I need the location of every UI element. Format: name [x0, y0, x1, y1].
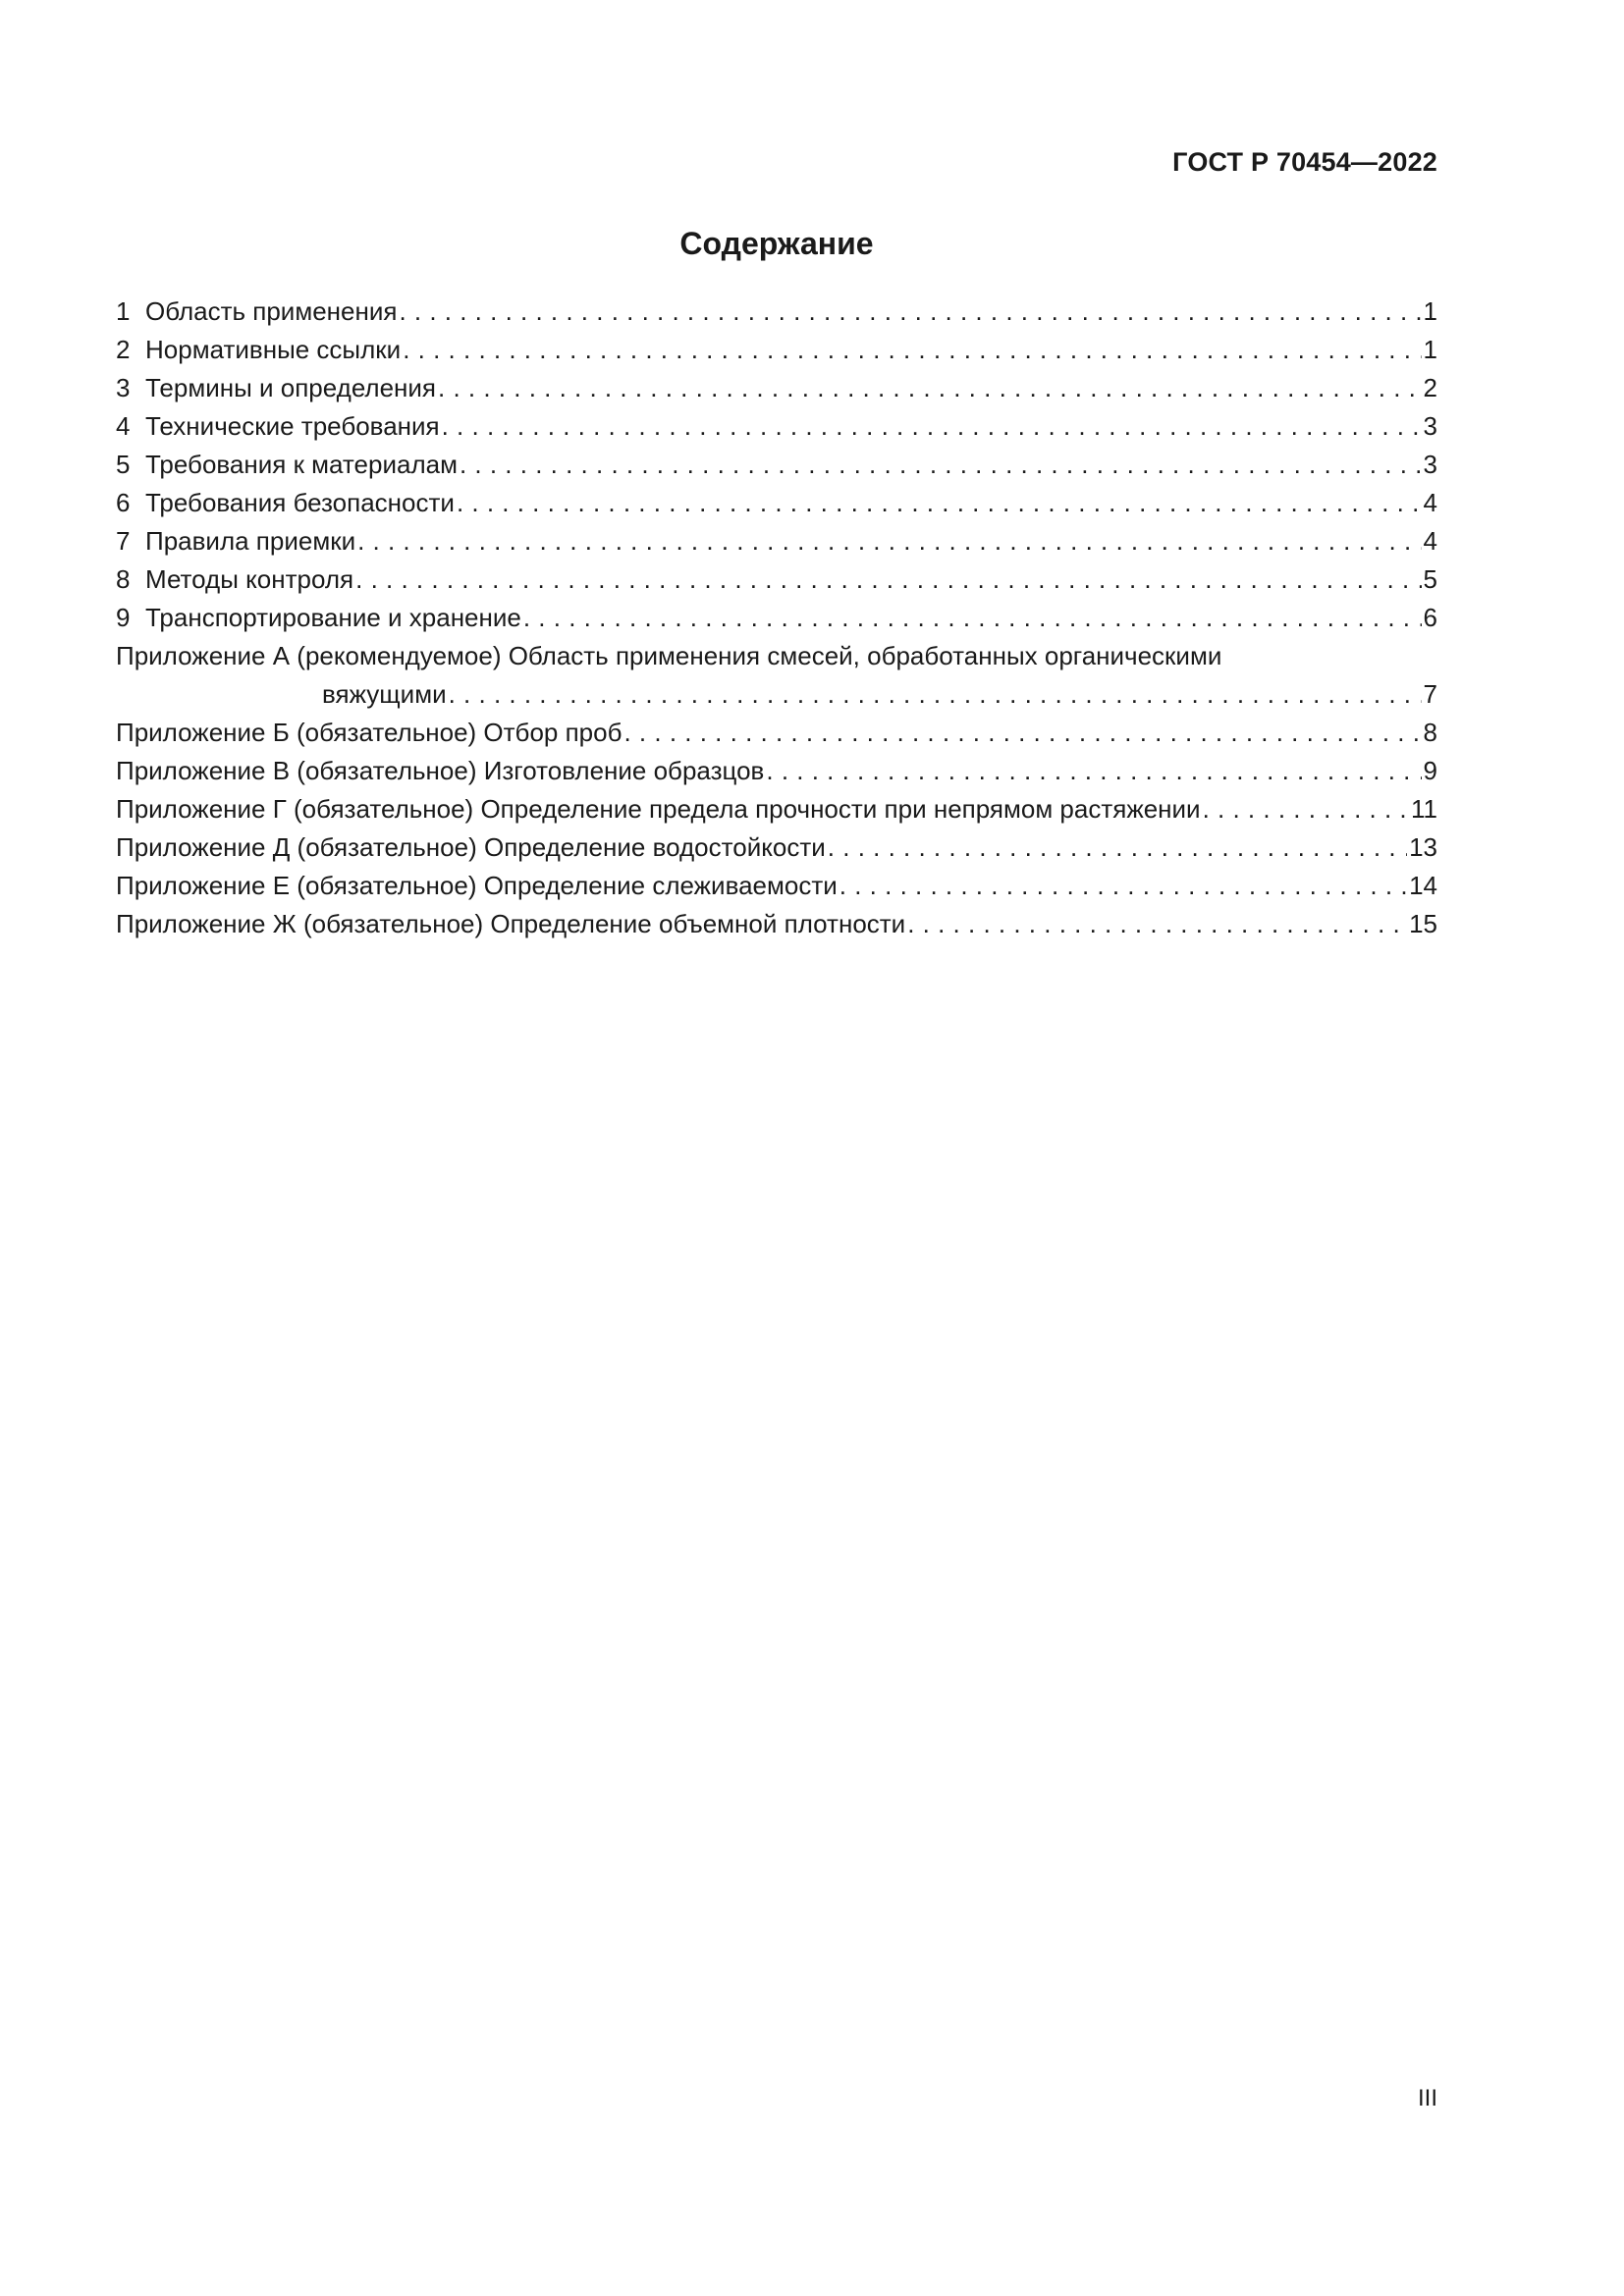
toc-entry-text: Технические требования: [145, 411, 440, 441]
toc-entry-number: 4: [116, 411, 131, 441]
toc-leader-dots: [839, 867, 1407, 905]
toc-entry-text: Нормативные ссылки: [145, 335, 402, 364]
toc-leader-dots: [523, 599, 1422, 637]
toc-leader-dots: [460, 446, 1422, 484]
toc-entry-text: Приложение Г (обязательное) Определение предела прочности при непрямом растяжении: [116, 794, 1201, 824]
toc-leader-dots: [403, 331, 1421, 369]
toc-entry-page: 3: [1423, 411, 1437, 441]
toc-entry-page: 9: [1423, 756, 1437, 785]
toc-entry-page: 14: [1409, 871, 1437, 900]
toc-leader-dots: [399, 293, 1421, 331]
toc-leader-dots: [623, 714, 1421, 752]
toc-entry-number: 9: [116, 603, 131, 632]
toc-entry-text: Требования безопасности: [145, 488, 455, 517]
toc-entry-page: 4: [1423, 488, 1437, 517]
toc-entry-page: 8: [1423, 718, 1437, 747]
toc-entry-page: 1: [1423, 335, 1437, 364]
toc-entry-number: 7: [116, 526, 131, 556]
toc-appendix-entry[interactable]: [116, 752, 1437, 790]
toc-entry[interactable]: [116, 446, 1437, 484]
toc-appendix-entry[interactable]: [116, 790, 1437, 828]
toc-leader-dots: [442, 407, 1422, 446]
toc-entry-page: 11: [1411, 794, 1437, 824]
toc-entry-number: 3: [116, 373, 131, 402]
toc-title: Содержание: [679, 226, 874, 261]
toc-appendix-entry[interactable]: [116, 828, 1437, 867]
toc-entry[interactable]: [116, 369, 1437, 407]
toc-entry-text: Приложение Ж (обязательное) Определение объемной плотности: [116, 909, 906, 938]
toc-entry[interactable]: [116, 599, 1437, 637]
toc-appendix-entry[interactable]: [116, 867, 1437, 905]
toc-entry-text: Приложение Д (обязательное) Определение водостойкости: [116, 832, 826, 862]
toc-entry-text: Правила приемки: [145, 526, 356, 556]
toc-leader-dots: [766, 752, 1421, 790]
toc-entry[interactable]: [116, 407, 1437, 446]
toc-entry-page: 2: [1423, 373, 1437, 402]
toc-leader-dots: [1203, 790, 1409, 828]
table-of-contents: [116, 293, 1437, 943]
toc-entry-text: Методы контроля: [145, 564, 354, 594]
toc-entry[interactable]: [116, 293, 1437, 331]
toc-entry-text-continuation: вяжущими: [322, 679, 447, 709]
toc-entry-number: 6: [116, 488, 131, 517]
toc-entry-number: 8: [116, 564, 131, 594]
toc-entry-number: 5: [116, 450, 131, 479]
toc-leader-dots: [357, 522, 1421, 561]
toc-entry[interactable]: [116, 331, 1437, 369]
page-number: III: [1417, 2085, 1437, 2111]
toc-entry-page: 5: [1423, 564, 1437, 594]
toc-entry[interactable]: [116, 522, 1437, 561]
toc-entry-page: 3: [1423, 450, 1437, 479]
toc-entry-number: 1: [116, 296, 131, 326]
toc-leader-dots: [438, 369, 1422, 407]
toc-entry-text: Транспортирование и хранение: [145, 603, 521, 632]
toc-entry-text: Требования к материалам: [145, 450, 458, 479]
toc-entry[interactable]: [116, 484, 1437, 522]
toc-entry-page: 7: [1423, 679, 1437, 709]
toc-appendix-entry-continuation[interactable]: [116, 675, 1437, 714]
toc-entry-text: Область применения: [145, 296, 398, 326]
toc-entry-text: Приложение Е (обязательное) Определение слеживаемости: [116, 871, 838, 900]
toc-leader-dots: [449, 675, 1422, 714]
document-standard-number: ГОСТ Р 70454—2022: [1172, 147, 1437, 177]
toc-entry-page: 13: [1409, 832, 1437, 862]
toc-leader-dots: [457, 484, 1422, 522]
toc-entry-text: Приложение Б (обязательное) Отбор проб: [116, 718, 623, 747]
toc-appendix-entry[interactable]: [116, 714, 1437, 752]
toc-entry-page: 4: [1423, 526, 1437, 556]
toc-entry-text: Приложение А (рекомендуемое) Область применения смесей, обработанных органическими: [116, 641, 1222, 670]
toc-entry[interactable]: [116, 561, 1437, 599]
toc-appendix-entry[interactable]: [116, 637, 1437, 675]
toc-entry-page: 6: [1423, 603, 1437, 632]
toc-entry-page: 15: [1409, 909, 1437, 938]
toc-entry-number: 2: [116, 335, 131, 364]
toc-appendix-entry[interactable]: [116, 905, 1437, 943]
toc-entry-text: Термины и определения: [145, 373, 437, 402]
toc-leader-dots: [355, 561, 1421, 599]
toc-leader-dots: [828, 828, 1407, 867]
toc-entry-page: 1: [1423, 296, 1437, 326]
toc-entry-text: Приложение В (обязательное) Изготовление образцов: [116, 756, 765, 785]
toc-leader-dots: [907, 905, 1407, 943]
